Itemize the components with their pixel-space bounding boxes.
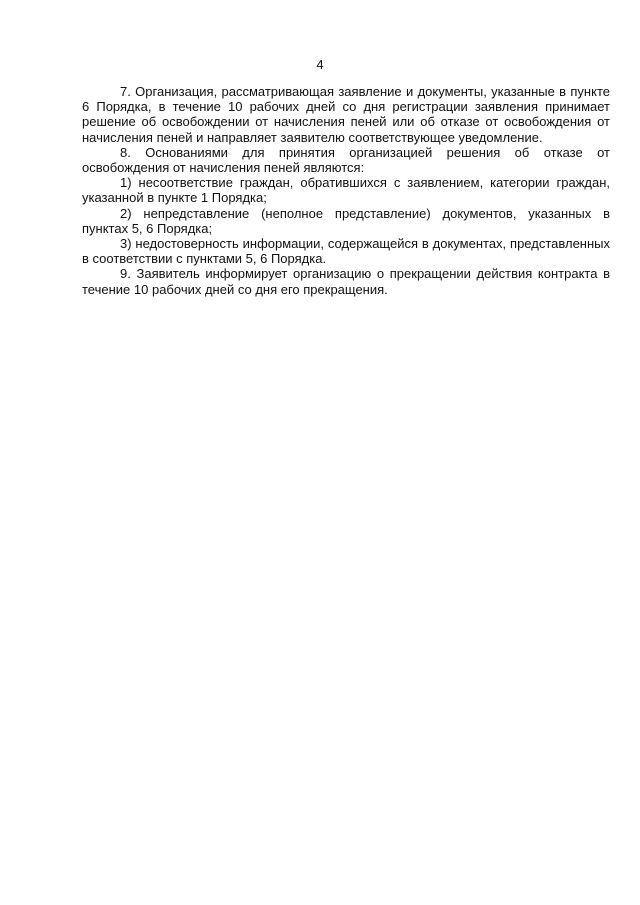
paragraph-8-item-2: 2) непредставление (неполное представление) документов, указанных в пунктах 5, 6 Порядка; (82, 205, 610, 236)
paragraph-8-item-1: 1) несоответствие граждан, обратившихся с заявлением, категории граждан, указанной в пункте 1 Порядка; (82, 175, 610, 206)
page-number: 4 (316, 57, 324, 72)
document-body (82, 84, 610, 297)
paragraph-9: 9. Заявитель информирует организацию о прекращении действия контракта в течение 10 рабочих дней со дня его прекращения. (82, 266, 610, 297)
paragraph-8-item-3: 3) недостоверность информации, содержащейся в документах, представленных в соответствии с пунктами 5, 6 Порядка. (82, 236, 610, 267)
paragraph-8: 8. Основаниями для принятия организацией решения об отказе от освобождения от начисления пеней являются: (82, 144, 610, 176)
paragraph-7: 7. Организация, рассматривающая заявление и документы, указанные в пункте 6 Порядка, в течение 10 рабочих дней со дня регистрации заявления принимает решение об освобождении от начисления пеней или об отказе от освобождения от начисления пеней и направляет заявителю соответствующее уведомление. (82, 84, 610, 145)
